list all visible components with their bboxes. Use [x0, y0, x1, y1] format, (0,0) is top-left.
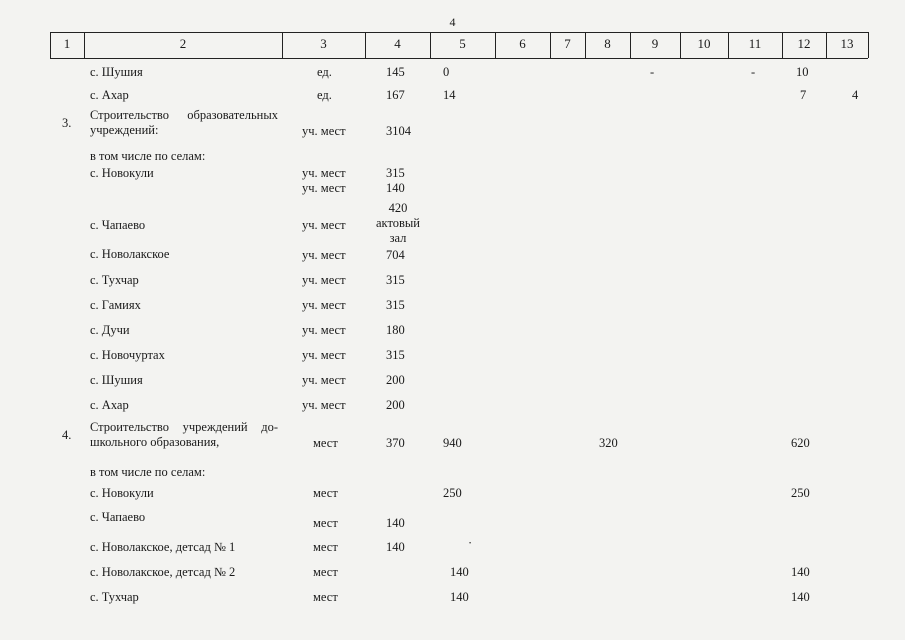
- value-cell: -: [650, 65, 655, 79]
- unit-cell: уч. мест: [302, 323, 346, 337]
- row-number: 4.: [62, 428, 72, 442]
- settlement-name: с. Новолакское: [90, 247, 170, 261]
- column-header: 3: [320, 36, 327, 51]
- unit-cell: уч. мест: [302, 273, 346, 287]
- column-header: 9: [651, 36, 659, 51]
- settlement-name: с. Новокули: [90, 486, 154, 500]
- header-top-border: [50, 32, 868, 33]
- settlement-name: с. Новочуртах: [90, 348, 165, 362]
- value-cell: 315: [386, 166, 405, 180]
- value-cell: 704: [386, 248, 405, 262]
- page-number: 4: [449, 15, 456, 29]
- value-cell: 140: [450, 590, 469, 604]
- header-bottom-border: [50, 58, 868, 59]
- unit-cell: мест: [313, 516, 338, 530]
- value-cell: 7: [800, 88, 807, 102]
- column-header: 5: [459, 36, 466, 51]
- settlement-name: с. Новолакское, детсад № 1: [90, 540, 236, 554]
- settlement-name: с. Новокули: [90, 166, 154, 180]
- unit-cell: уч. мест: [302, 398, 346, 412]
- value-cell: 180: [386, 323, 405, 337]
- settlement-name: с. Новолакское, детсад № 2: [90, 565, 236, 579]
- column-header: 11: [748, 36, 762, 51]
- column-header: 2: [179, 36, 187, 51]
- value-cell: 10: [796, 65, 809, 79]
- value-cell: 140: [450, 565, 469, 579]
- section-title: Строительство учреждений до-школьного образования,: [90, 420, 278, 449]
- unit-cell: уч. мест: [302, 248, 346, 262]
- unit-cell: мест: [313, 565, 338, 579]
- unit-cell: мест: [313, 590, 338, 604]
- value-cell: 200: [386, 398, 405, 412]
- unit-cell: мест: [313, 540, 338, 554]
- settlement-name: с. Шушия: [90, 373, 143, 387]
- settlement-name: с. Чапаево: [90, 510, 146, 524]
- column-header: 10: [697, 36, 711, 51]
- value-cell: 140: [791, 590, 810, 604]
- column-header: 4: [394, 36, 401, 51]
- unit-cell: ед.: [317, 65, 332, 79]
- row-number: 3.: [62, 116, 72, 130]
- section-title: Строительство образовательных учреждений:: [90, 108, 278, 137]
- value-cell: 200: [386, 373, 405, 387]
- unit-cell: уч. мест: [302, 124, 346, 138]
- value-cell: -: [751, 65, 756, 79]
- value-cell: 140: [386, 516, 405, 530]
- unit-cell: уч. мест: [302, 298, 346, 312]
- value-cell: 140: [386, 181, 405, 195]
- value-cell: 140: [791, 565, 810, 579]
- settlement-name: с. Чапаево: [90, 218, 146, 232]
- value-cell: 315: [386, 273, 405, 287]
- value-cell: 940: [443, 436, 462, 450]
- column-header: 1: [63, 36, 71, 51]
- unit-cell: ед.: [317, 88, 332, 102]
- unit-cell: уч. мест: [302, 166, 346, 180]
- value-cell: 370: [386, 436, 405, 450]
- value-cell: 315: [386, 298, 405, 312]
- unit-cell: мест: [313, 486, 338, 500]
- value-cell: 620: [791, 436, 810, 450]
- value-cell: 145: [386, 65, 405, 79]
- value-cell: 167: [386, 88, 405, 102]
- value-cell: 0: [443, 65, 450, 79]
- column-header: 13: [840, 36, 854, 51]
- value-cell: 315: [386, 348, 405, 362]
- subheading: в том числе по селам:: [90, 149, 206, 163]
- column-header: 8: [604, 36, 611, 51]
- value-cell: 4: [852, 88, 859, 102]
- subheading: в том числе по селам:: [90, 465, 206, 479]
- value-cell: 250: [443, 486, 462, 500]
- value-cell: 14: [443, 88, 456, 102]
- unit-cell: мест: [313, 436, 338, 450]
- unit-cell: уч. мест: [302, 348, 346, 362]
- settlement-name: с. Ахар: [90, 88, 129, 102]
- value-cell: 250: [791, 486, 810, 500]
- settlement-name: с. Ахар: [90, 398, 129, 412]
- value-cell: 320: [599, 436, 618, 450]
- settlement-name: с. Тухчар: [90, 590, 139, 604]
- settlement-name: с. Гамиях: [90, 298, 141, 312]
- settlement-name: с. Тухчар: [90, 273, 139, 287]
- value-cell: 420 актовый зал: [376, 201, 420, 245]
- settlement-name: с. Дучи: [90, 323, 130, 337]
- column-header: 12: [797, 36, 811, 51]
- column-header: 7: [564, 36, 571, 51]
- settlement-name: с. Шушия: [90, 65, 143, 79]
- value-cell: 140: [386, 540, 405, 554]
- value-cell: 3104: [386, 124, 411, 138]
- unit-cell: уч. мест: [302, 218, 346, 232]
- unit-cell: уч. мест: [302, 181, 346, 195]
- value-cell: ·: [468, 536, 473, 550]
- col-divider: [868, 32, 869, 58]
- column-header: 6: [519, 36, 526, 51]
- unit-cell: уч. мест: [302, 373, 346, 387]
